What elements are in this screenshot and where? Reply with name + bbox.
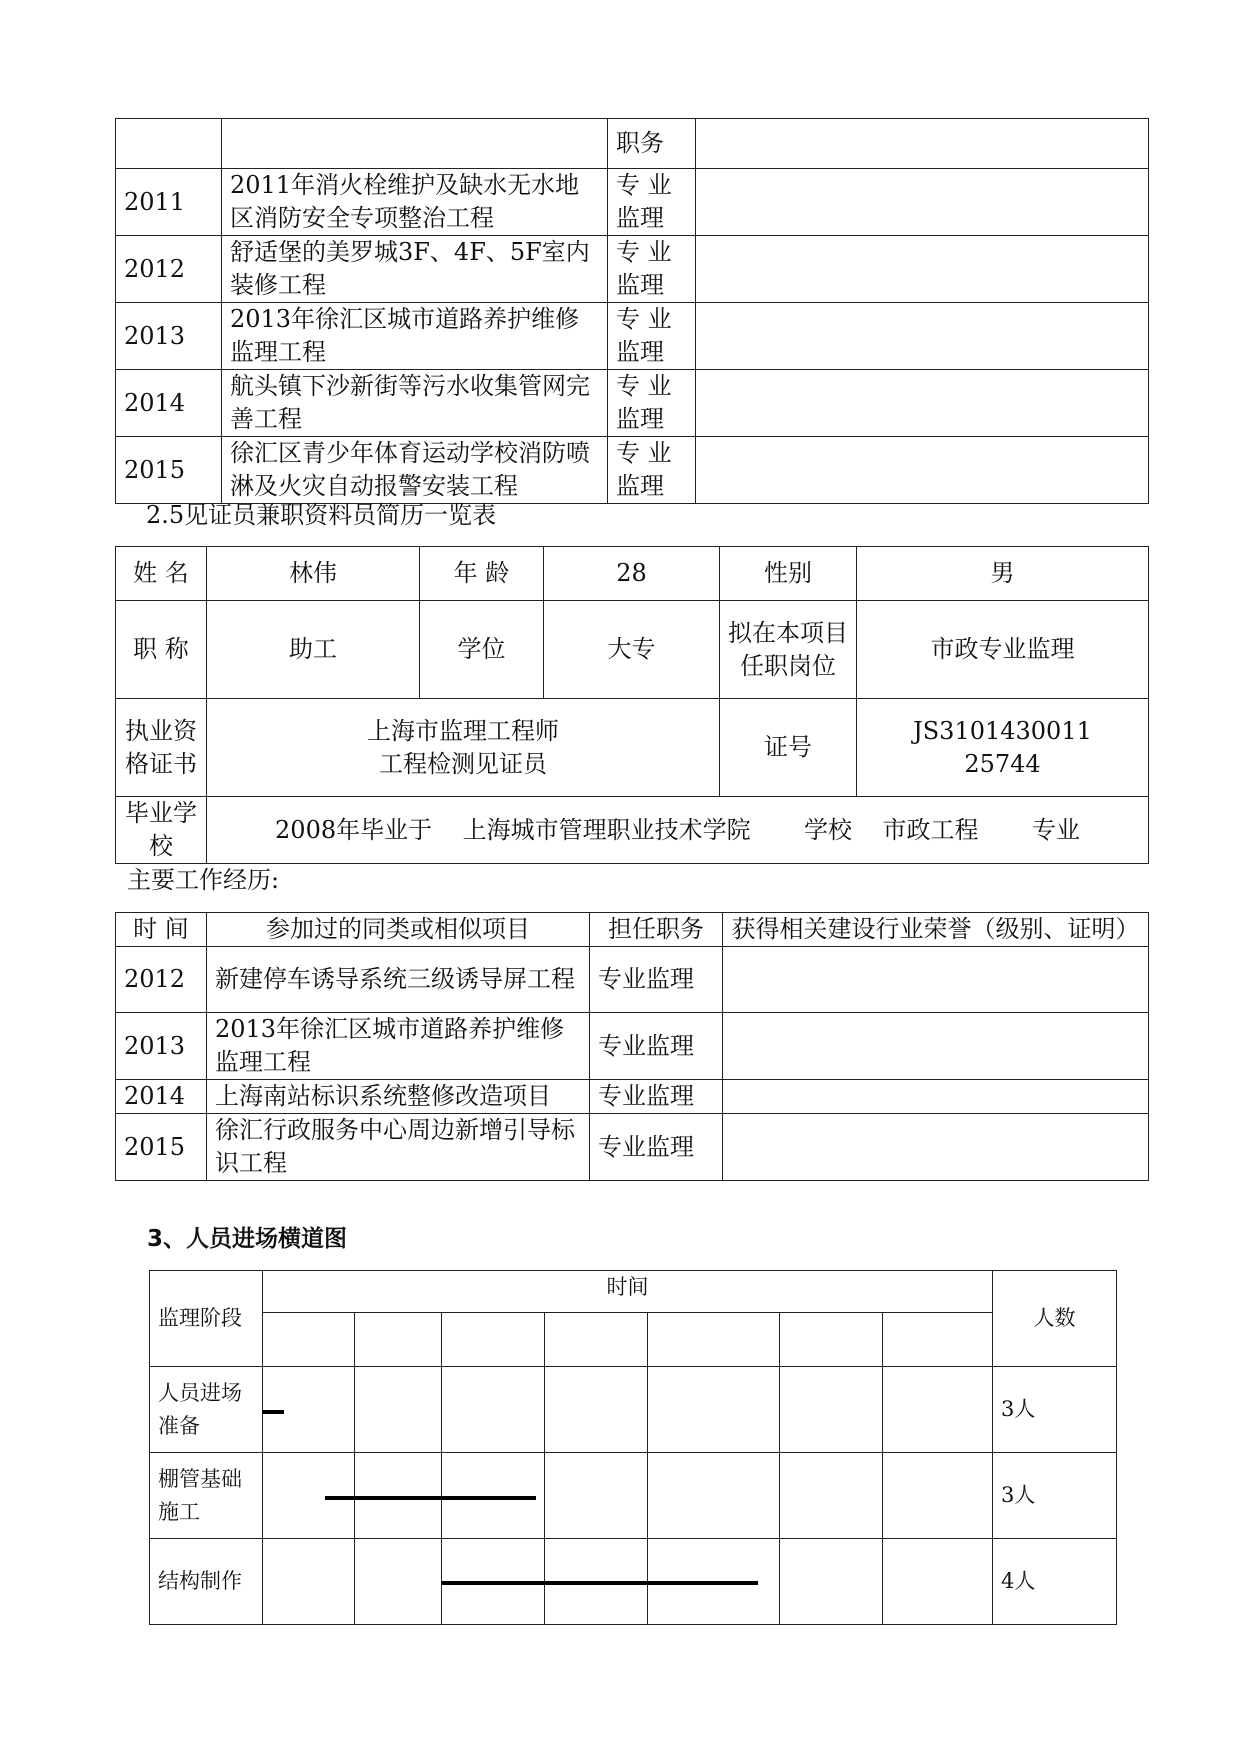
exp-header-duty: 担任职务: [590, 913, 723, 947]
cert-no-line-2: 25744: [964, 749, 1041, 778]
name-label: 姓 名: [116, 547, 207, 601]
exp-year: 2015: [116, 1114, 207, 1181]
duty-cell: 专 业 监理: [608, 169, 696, 236]
exp-year: 2013: [116, 1013, 207, 1080]
cert-value: [207, 699, 720, 797]
degree-value: 大专: [544, 601, 720, 699]
time-header: 时间: [263, 1271, 993, 1313]
cert-no-value: [857, 699, 1149, 797]
exp-honor: [723, 1080, 1149, 1114]
exp-honor: [723, 1013, 1149, 1080]
gantt-table: [149, 1270, 1117, 1625]
name-value: 林伟: [207, 547, 420, 601]
stage-cell: 棚管基础施工: [150, 1453, 263, 1539]
gender-label: 性别: [720, 547, 857, 601]
table-row: [116, 437, 1149, 504]
major-name: 市政工程: [882, 815, 979, 844]
stage-cell: 结构制作: [150, 1539, 263, 1625]
age-label: 年 龄: [420, 547, 544, 601]
exp-project: 2013年徐汇区城市道路养护维修监理工程: [207, 1013, 590, 1080]
gantt-bar-structure: [442, 1581, 758, 1585]
table-row: [116, 169, 1149, 236]
exp-honor: [723, 1114, 1149, 1181]
year-cell: 2015: [116, 437, 222, 504]
duty-cell: 专 业 监理: [608, 370, 696, 437]
exp-year: 2012: [116, 947, 207, 1013]
count-header: 人数: [993, 1271, 1117, 1367]
cert-line-1: 上海市监理工程师: [367, 716, 559, 745]
year-cell: 2014: [116, 370, 222, 437]
exp-project: 上海南站标识系统整修改造项目: [207, 1080, 590, 1114]
project-cell: 2011年消火栓维护及缺水无水地区消防安全专项整治工程: [222, 169, 608, 236]
age-value: 28: [544, 547, 720, 601]
cert-line-2: 工程检测见证员: [379, 749, 547, 778]
count-cell: 3人: [993, 1453, 1117, 1539]
exp-header-honor: 获得相关建设行业荣誉（级别、证明）: [723, 913, 1149, 947]
exp-header-project: 参加过的同类或相似项目: [207, 913, 590, 947]
stage-header: 监理阶段: [150, 1271, 263, 1367]
duty-header: 职务: [608, 119, 696, 169]
duty-cell: 专 业 监理: [608, 303, 696, 370]
project-cell: 舒适堡的美罗城3F、4F、5F室内装修工程: [222, 236, 608, 303]
grad-year: 2008年毕业于: [275, 815, 433, 844]
exp-year: 2014: [116, 1080, 207, 1114]
graduation-info: [207, 797, 1149, 864]
experience-title: 主要工作经历:: [127, 866, 280, 894]
position-value: 市政专业监理: [857, 601, 1149, 699]
experience-table: [115, 912, 1149, 1181]
exp-project: 新建停车诱导系统三级诱导屏工程: [207, 947, 590, 1013]
gantt-row: [150, 1367, 1117, 1453]
count-cell: 4人: [993, 1539, 1117, 1625]
position-label: 拟在本项目任职岗位: [720, 601, 857, 699]
title-label: 职 称: [116, 601, 207, 699]
table-row: [116, 303, 1149, 370]
table-row: [116, 947, 1149, 1013]
table-row: [116, 1114, 1149, 1181]
major-suffix: 专业: [1031, 815, 1080, 844]
gantt-bar-foundation: [325, 1496, 536, 1500]
project-history-table: [115, 118, 1149, 504]
duty-cell: 专 业 监理: [608, 437, 696, 504]
degree-label: 学位: [420, 601, 544, 699]
gender-value: 男: [857, 547, 1149, 601]
cert-no-label: 证号: [720, 699, 857, 797]
school-label: 毕业学校: [116, 797, 207, 864]
gantt-bar-preparation: [262, 1410, 284, 1414]
table-row: [116, 236, 1149, 303]
table-row: [116, 1013, 1149, 1080]
stage-cell: 人员进场准备: [150, 1367, 263, 1453]
exp-project: 徐汇行政服务中心周边新增引导标识工程: [207, 1114, 590, 1181]
exp-duty: 专业监理: [590, 1080, 723, 1114]
cert-label: 执业资格证书: [116, 699, 207, 797]
cert-no-line-1: JS3101430011: [913, 716, 1092, 745]
exp-honor: [723, 947, 1149, 1013]
section-3-title: 3、人员进场横道图: [147, 1226, 348, 1252]
project-cell: 航头镇下沙新街等污水收集管网完善工程: [222, 370, 608, 437]
year-cell: 2012: [116, 236, 222, 303]
title-value: 助工: [207, 601, 420, 699]
project-cell: 2013年徐汇区城市道路养护维修监理工程: [222, 303, 608, 370]
exp-header-time: 时 间: [116, 913, 207, 947]
school-name: 上海城市管理职业技术学院: [462, 815, 751, 844]
section-2-5-title: 2.5见证员兼职资料员简历一览表: [146, 501, 497, 529]
gantt-row: [150, 1453, 1117, 1539]
table-row: [116, 1080, 1149, 1114]
count-cell: 3人: [993, 1367, 1117, 1453]
exp-duty: 专业监理: [590, 947, 723, 1013]
table-row: [116, 370, 1149, 437]
year-cell: 2013: [116, 303, 222, 370]
exp-duty: 专业监理: [590, 1114, 723, 1181]
exp-duty: 专业监理: [590, 1013, 723, 1080]
school-suffix: 学校: [804, 815, 853, 844]
duty-cell: 专 业 监理: [608, 236, 696, 303]
profile-table: [115, 546, 1149, 864]
year-cell: 2011: [116, 169, 222, 236]
project-cell: 徐汇区青少年体育运动学校消防喷淋及火灾自动报警安装工程: [222, 437, 608, 504]
